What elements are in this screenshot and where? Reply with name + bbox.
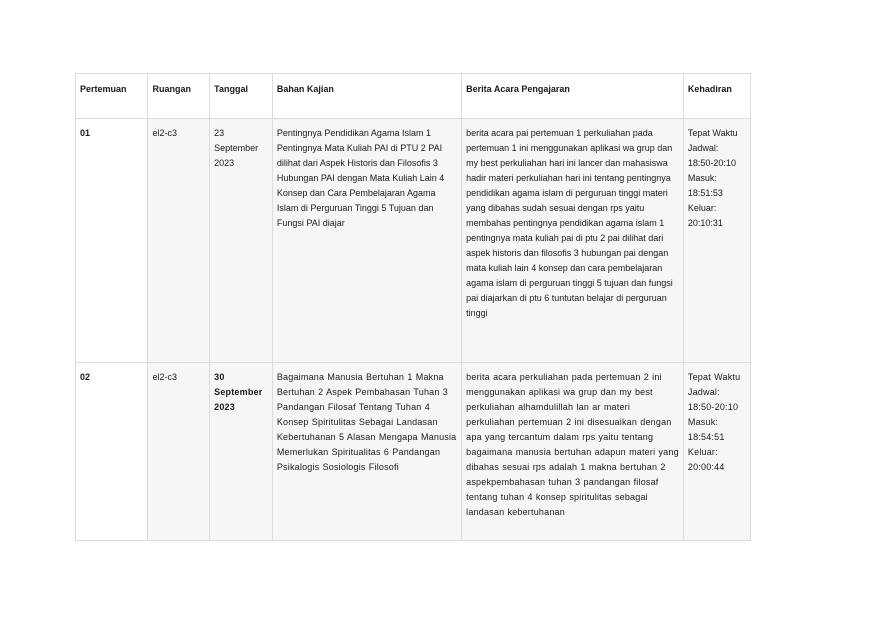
cell-pertemuan: 01 [76, 119, 148, 363]
header-bahan-kajian: Bahan Kajian [272, 74, 461, 119]
cell-tanggal: 30 September 2023 [210, 363, 273, 541]
cell-bahan-kajian: Bagaimana Manusia Bertuhan 1 Makna Bertuhan 2 Aspek Pembahasan Tuhan 3 Pandangan Filosaf Tentang Tuhan 4 Konsep Spiritulitas Sebagai Landasan Kebertuhanan 5 Alasan Mengapa Manusia Memerlukan Spiritualitas 6 Pandangan Psikalogis Sosiologis Filosofi [272, 363, 461, 541]
cell-berita-acara: berita acara pai pertemuan 1 perkuliahan pada pertemuan 1 ini menggunakan aplikasi wa grup dan my best perkuliahan hari ini lancer dan mahasiswa hadir materi perkuliahan hari ini tentang pentingnya pendidikan agama islam di perguruan tinggi materi yang dibahas sudah sesuai dengan rps yaitu membahas pentingnya pendidikan agama islam 1 pentingnya mata kuliah pai di ptu 2 pai dilihat dari aspek historis dan filosofis 3 hubungan pai dengan mata kuliah lain 4 konsep dan cara pembelajaran agama islam di perguruan tinggi 5 tujuan dan fungsi pai diajarkan di ptu 6 tuntutan belajar di perguruan tinggi [462, 119, 684, 363]
cell-ruangan: el2-c3 [148, 363, 210, 541]
table-header-row [76, 74, 751, 119]
cell-tanggal: 23 September 2023 [210, 119, 273, 363]
header-tanggal: Tanggal [210, 74, 273, 119]
table-row [76, 363, 751, 541]
header-kehadiran: Kehadiran [683, 74, 750, 119]
header-pertemuan: Pertemuan [76, 74, 148, 119]
cell-bahan-kajian: Pentingnya Pendidikan Agama Islam 1 Pentingnya Mata Kuliah PAI di PTU 2 PAI dilihat dari Aspek Historis dan Filosofis 3 Hubungan PAI dengan Mata Kuliah Lain 4 Konsep dan Cara Pembelajaran Agama Islam di Perguruan Tinggi 5 Tujuan dan Fungsi PAI diajar [272, 119, 461, 363]
table-row [76, 119, 751, 363]
cell-berita-acara: berita acara perkuliahan pada pertemuan 2 ini menggunakan aplikasi wa grup dan my best perkuliahan alhamdulillah lan ar materi perkuliahan pertemuan 2 ini disesuaikan dengan apa yang tercantum dalam rps yaitu tentang bagaimana manusia bertuhan adapun materi yang dibahas sesuai rps adalah 1 makna bertuhan 2 aspekpembahasan tuhan 3 pandangan filosaf tentang tuhan 4 konsep spiritulitas sebagai landasan kebertuhanan [462, 363, 684, 541]
cell-kehadiran: Tepat Waktu Jadwal: 18:50-20:10 Masuk: 18:54:51 Keluar: 20:00:44 [683, 363, 750, 541]
header-ruangan: Ruangan [148, 74, 210, 119]
cell-ruangan: el2-c3 [148, 119, 210, 363]
cell-pertemuan: 02 [76, 363, 148, 541]
header-berita-acara: Berita Acara Pengajaran [462, 74, 684, 119]
cell-kehadiran: Tepat Waktu Jadwal: 18:50-20:10 Masuk: 18:51:53 Keluar: 20:10:31 [683, 119, 750, 363]
attendance-table [75, 73, 751, 541]
